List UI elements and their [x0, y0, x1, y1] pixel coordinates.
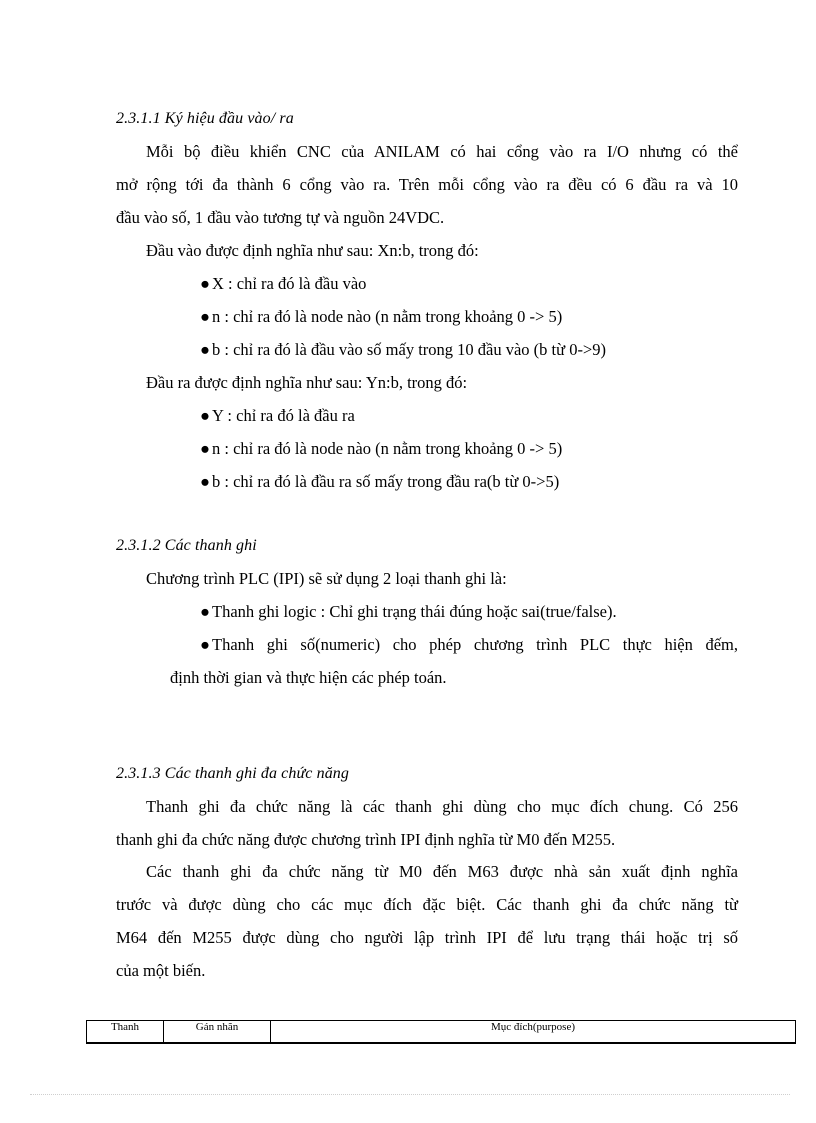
- list-item: [200, 602, 617, 622]
- list-item: [200, 307, 562, 327]
- paragraph-line: của một biến.: [116, 961, 206, 980]
- table-header-cell: Mục đích(purpose): [271, 1021, 796, 1044]
- paragraph-line: Các thanh ghi đa chức năng từ M0 đến M63 được nhà sản xuất định nghĩa: [146, 862, 738, 881]
- list-item: [200, 472, 559, 492]
- bullet-icon: ●: [200, 340, 210, 359]
- table-header-cell: Thanh: [87, 1021, 164, 1044]
- list-item-text: n : chỉ ra đó là node nào (n nằm trong khoảng 0 -> 5): [212, 439, 563, 458]
- paragraph-line: thanh ghi đa chức năng được chương trình IPI định nghĩa từ M0 đến M255.: [116, 830, 616, 849]
- list-item-text: b : chỉ ra đó là đầu ra số mấy trong đầu ra(b từ 0->5): [212, 472, 560, 491]
- paragraph-line: mở rộng tới đa thành 6 cổng vào ra. Trên mỗi cổng vào ra đều có 6 đầu ra và 10: [116, 175, 738, 194]
- list-item-continuation: định thời gian và thực hiện các phép toán.: [170, 668, 447, 687]
- register-table: [86, 1020, 796, 1044]
- registers-intro: Chương trình PLC (IPI) sẽ sử dụng 2 loại thanh ghi là:: [146, 569, 507, 588]
- bullet-icon: ●: [200, 472, 210, 491]
- paragraph-line: M64 đến M255 được dùng cho người lập trình IPI để lưu trạng thái hoặc trị số: [116, 928, 738, 947]
- heading-2-3-1-2: 2.3.1.2 Các thanh ghi: [116, 537, 257, 554]
- list-item-text: Thanh ghi logic : Chỉ ghi trạng thái đúng hoặc sai(true/false).: [212, 602, 617, 621]
- bullet-icon: ●: [200, 635, 210, 654]
- table-header-row: [87, 1021, 796, 1044]
- list-item-text: n : chỉ ra đó là node nào (n nằm trong khoảng 0 -> 5): [212, 307, 563, 326]
- paragraph-line: Mỗi bộ điều khiển CNC của ANILAM có hai cổng vào ra I/O nhưng có thể: [146, 142, 738, 161]
- list-item: [200, 635, 738, 655]
- output-definition-intro: Đầu ra được định nghĩa như sau: Yn:b, trong đó:: [146, 373, 468, 392]
- paragraph-line: Thanh ghi đa chức năng là các thanh ghi dùng cho mục đích chung. Có 256: [146, 797, 738, 816]
- input-definition-intro: Đầu vào được định nghĩa như sau: Xn:b, trong đó:: [146, 241, 479, 260]
- bullet-icon: ●: [200, 406, 210, 425]
- paragraph-line: đầu vào số, 1 đầu vào tương tự và nguồn 24VDC.: [116, 208, 445, 227]
- bullet-icon: ●: [200, 602, 210, 621]
- list-item: [200, 340, 606, 360]
- table-header-cell: Gán nhãn: [164, 1021, 271, 1044]
- list-item-text: b : chỉ ra đó là đầu vào số mấy trong 10 đầu vào (b từ 0->9): [212, 340, 606, 359]
- list-item: [200, 274, 366, 294]
- heading-2-3-1-3: 2.3.1.3 Các thanh ghi đa chức năng: [116, 765, 349, 782]
- list-item: [200, 439, 562, 459]
- list-item-text: Y : chỉ ra đó là đầu ra: [212, 406, 355, 425]
- bullet-icon: ●: [200, 307, 210, 326]
- heading-2-3-1-1: 2.3.1.1 Ký hiệu đầu vào/ ra: [116, 110, 294, 127]
- list-item: [200, 406, 355, 426]
- page-bottom-divider: [30, 1094, 790, 1095]
- bullet-icon: ●: [200, 274, 210, 293]
- bullet-icon: ●: [200, 439, 210, 458]
- list-item-text: Thanh ghi số(numeric) cho phép chương trình PLC thực hiện đếm,: [212, 635, 738, 654]
- list-item-text: X : chỉ ra đó là đầu vào: [212, 274, 367, 293]
- paragraph-line: trước và được dùng cho các mục đích đặc biệt. Các thanh ghi đa chức năng từ: [116, 895, 738, 914]
